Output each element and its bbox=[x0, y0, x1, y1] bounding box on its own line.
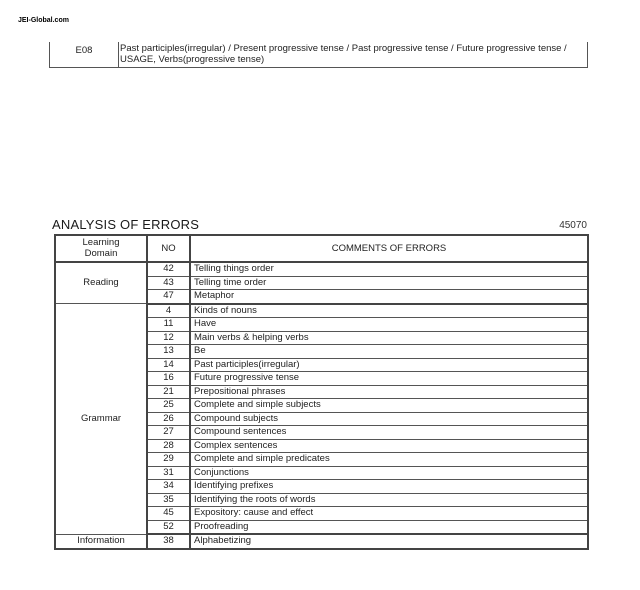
error-comment-cell: Future progressive tense bbox=[190, 372, 588, 386]
analysis-title: ANALYSIS OF ERRORS bbox=[52, 217, 200, 232]
site-label: JEI-Global.com bbox=[18, 17, 69, 24]
question-number-cell: 28 bbox=[147, 439, 190, 453]
error-comment-cell: Kinds of nouns bbox=[190, 304, 588, 318]
question-number-cell: 12 bbox=[147, 331, 190, 345]
question-number-cell: 47 bbox=[147, 290, 190, 304]
error-comment-cell: Compound sentences bbox=[190, 426, 588, 440]
error-comment-cell: Alphabetizing bbox=[190, 534, 588, 549]
question-number-cell: 45 bbox=[147, 507, 190, 521]
error-comment-cell: Proofreading bbox=[190, 520, 588, 534]
previous-error-table-fragment bbox=[49, 42, 588, 68]
table-row bbox=[55, 534, 588, 549]
error-comment-cell: Telling things order bbox=[190, 262, 588, 276]
question-number-cell: 26 bbox=[147, 412, 190, 426]
question-number-cell: 29 bbox=[147, 453, 190, 467]
header-learning-domain bbox=[55, 235, 147, 262]
learning-domain-cell: Information bbox=[55, 534, 147, 549]
header-comments: COMMENTS OF ERRORS bbox=[190, 235, 588, 262]
question-number-cell: 13 bbox=[147, 345, 190, 359]
question-number-cell: 27 bbox=[147, 426, 190, 440]
document-code: 45070 bbox=[559, 220, 587, 231]
header-domain-line2: Domain bbox=[84, 247, 118, 259]
question-number-cell: 31 bbox=[147, 466, 190, 480]
learning-domain-cell: Grammar bbox=[55, 304, 147, 535]
question-number-cell: 52 bbox=[147, 520, 190, 534]
error-comment-cell: Past participles(irregular) bbox=[190, 358, 588, 372]
error-comment-cell: Prepositional phrases bbox=[190, 385, 588, 399]
question-number-cell: 34 bbox=[147, 480, 190, 494]
question-number-cell: 14 bbox=[147, 358, 190, 372]
question-number-cell: 21 bbox=[147, 385, 190, 399]
error-comment-cell: Expository: cause and effect bbox=[190, 507, 588, 521]
header-no: NO bbox=[147, 235, 190, 262]
question-number-cell: 4 bbox=[147, 304, 190, 318]
question-number-cell: 38 bbox=[147, 534, 190, 549]
question-number-cell: 16 bbox=[147, 372, 190, 386]
error-comment-cell: Conjunctions bbox=[190, 466, 588, 480]
error-code-cell: E08 bbox=[50, 42, 119, 67]
question-number-cell: 35 bbox=[147, 493, 190, 507]
error-comment-cell: Be bbox=[190, 345, 588, 359]
table-row bbox=[55, 304, 588, 318]
error-comment-cell: Compound subjects bbox=[190, 412, 588, 426]
header-domain-line1: Learning bbox=[82, 237, 120, 248]
error-comment-cell: Complete and simple predicates bbox=[190, 453, 588, 467]
error-comment-cell: Metaphor bbox=[190, 290, 588, 304]
analysis-of-errors-table bbox=[54, 234, 589, 550]
error-comment-cell: Telling time order bbox=[190, 276, 588, 290]
learning-domain-cell: Reading bbox=[55, 262, 147, 304]
table-row bbox=[55, 262, 588, 276]
error-description-cell: Past participles(irregular) / Present progressive tense / Past progressive tense / Future progressive tense / USAGE, Verbs(progressive tense) bbox=[120, 43, 567, 65]
question-number-cell: 42 bbox=[147, 262, 190, 276]
error-comment-cell: Main verbs & helping verbs bbox=[190, 331, 588, 345]
question-number-cell: 25 bbox=[147, 399, 190, 413]
errors-table-body bbox=[55, 262, 588, 549]
error-comment-cell: Identifying prefixes bbox=[190, 480, 588, 494]
error-comment-cell: Complete and simple subjects bbox=[190, 399, 588, 413]
table-header-row bbox=[55, 235, 588, 262]
question-number-cell: 43 bbox=[147, 276, 190, 290]
question-number-cell: 11 bbox=[147, 318, 190, 332]
error-comment-cell: Identifying the roots of words bbox=[190, 493, 588, 507]
error-comment-cell: Complex sentences bbox=[190, 439, 588, 453]
error-comment-cell: Have bbox=[190, 318, 588, 332]
